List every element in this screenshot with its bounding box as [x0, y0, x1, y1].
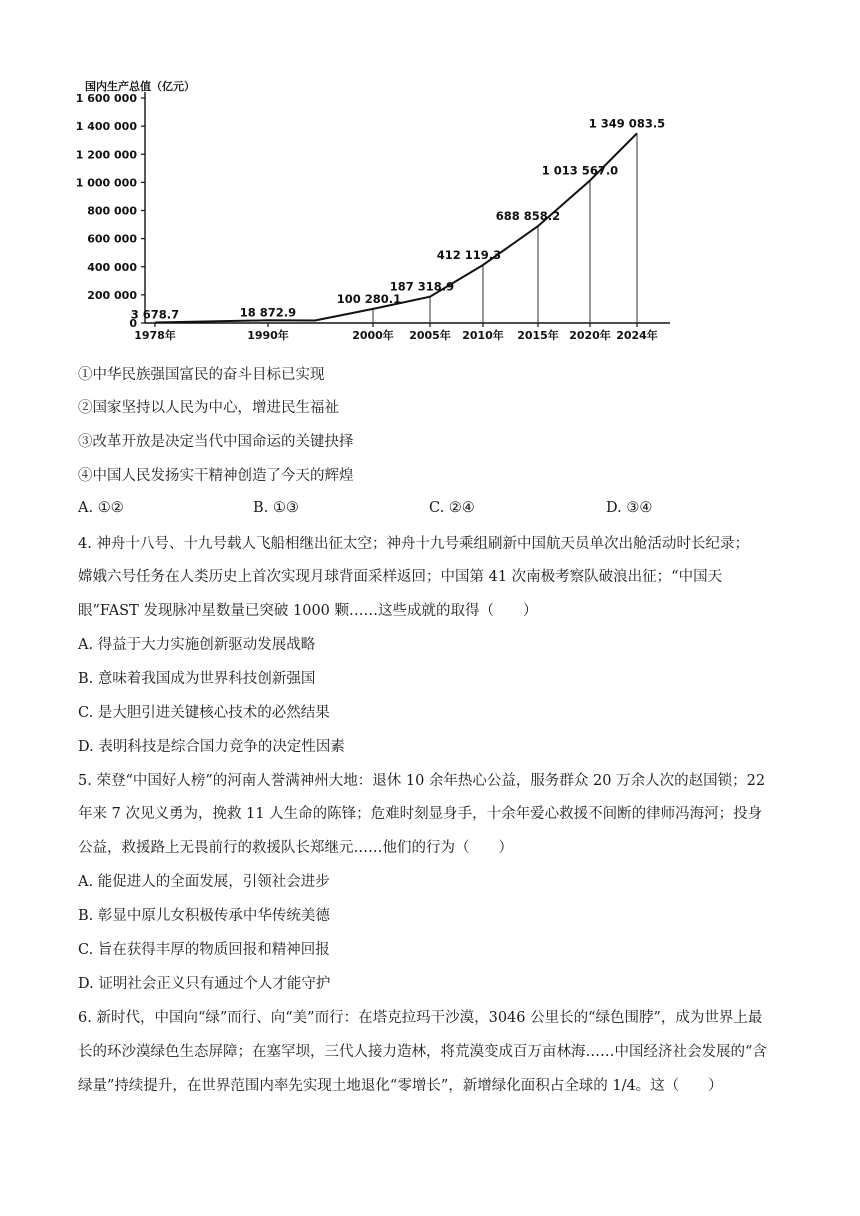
q3-option-a[interactable]: A. ①②: [78, 500, 124, 516]
statement-2: ②国家坚持以人民为中心，增进民生福祉: [78, 400, 339, 416]
x-tick-label: 2024年: [616, 329, 658, 342]
data-label: 3 678.7: [130, 307, 180, 322]
data-label: 1 013 567.0: [541, 163, 619, 178]
x-tick-label: 2000年: [352, 329, 394, 342]
y-tick-label: 800 000: [87, 204, 137, 218]
x-tick-label: 2020年: [569, 329, 611, 342]
q4-option-c[interactable]: C. 是大胆引进关键核心技术的必然结果: [78, 705, 330, 721]
q3-option-b[interactable]: B. ①③: [253, 500, 299, 516]
y-tick-label: 0: [129, 317, 137, 330]
data-label: 688 858.2: [495, 209, 561, 224]
data-label: 187 318.9: [389, 279, 455, 294]
q5-option-b[interactable]: B. 彰显中原儿女积极传承中华传统美德: [78, 908, 330, 924]
y-axis-label: 国内生产总值（亿元）: [85, 80, 195, 93]
y-tick-label: 400 000: [87, 260, 137, 274]
x-tick-label: 2005年: [409, 329, 451, 342]
statement-1: ①中华民族强国富民的奋斗目标已实现: [78, 367, 325, 383]
q4-option-d[interactable]: D. 表明科技是综合国力竞争的决定性因素: [78, 739, 345, 755]
q5-stem-line-3: 公益，救援路上无畏前行的救援队长郑继元……他们的行为（ ）: [78, 840, 513, 856]
q5-option-c[interactable]: C. 旨在获得丰厚的物质回报和精神回报: [78, 942, 330, 958]
x-tick-label: 1990年: [247, 329, 289, 342]
y-tick-label: 1 000 000: [75, 176, 137, 190]
q4-option-b[interactable]: B. 意味着我国成为世界科技创新强国: [78, 671, 316, 687]
y-tick-label: 200 000: [87, 288, 137, 302]
q6-stem-line-3: 绿量”持续提升，在世界范围内率先实现土地退化“零增长”，新增绿化面积占全球的 1/4。这（ ）: [78, 1078, 723, 1094]
statement-3: ③改革开放是决定当代中国命运的关键抉择: [78, 434, 354, 450]
data-label: 18 872.9: [239, 305, 297, 320]
statement-4: ④中国人民发扬实干精神创造了今天的辉煌: [78, 468, 354, 484]
q5-option-d[interactable]: D. 证明社会正义只有通过个人才能守护: [78, 976, 331, 992]
x-tick-label: 2015年: [517, 329, 559, 342]
q6-stem-line-2: 长的环沙漠绿色生态屏障；在塞罕坝，三代人接力造林，将荒漠变成百万亩林海……中国经济社会发展的“含: [78, 1044, 767, 1060]
q5-option-a[interactable]: A. 能促进人的全面发展，引领社会进步: [78, 874, 330, 890]
q4-option-a[interactable]: A. 得益于大力实施创新驱动发展战略: [78, 637, 316, 653]
y-tick-label: 1 600 000: [75, 92, 137, 105]
y-tick-label: 600 000: [87, 232, 137, 246]
q3-option-d[interactable]: D. ③④: [606, 500, 653, 516]
x-tick-label: 1978年: [134, 329, 176, 342]
y-tick-label: 1 200 000: [75, 148, 137, 162]
q4-stem-line-3: 眼”FAST 发现脉冲星数量已突破 1000 颗……这些成就的取得（ ）: [78, 603, 538, 619]
x-axis: [134, 323, 670, 342]
data-label: 412 119.3: [436, 248, 502, 263]
q5-stem-line-2: 年来 7 次见义勇为，挽救 11 人生命的陈锋；危难时刻显身手，十余年爱心救援不间断的律师冯海河；投身: [78, 806, 763, 822]
q4-stem-line-1: 4. 神舟十八号、十九号载人飞船相继出征太空；神舟十九号乘组刷新中国航天员单次出舱活动时长纪录；: [78, 536, 749, 552]
x-tick-label: 2010年: [462, 329, 504, 342]
q4-stem-line-2: 嫦娥六号任务在人类历史上首次实现月球背面采样返回；中国第 41 次南极考察队破浪出征；“中国天: [78, 569, 723, 585]
gdp-line-chart: [60, 70, 680, 350]
data-label: 100 280.1: [336, 291, 402, 306]
q3-option-c[interactable]: C. ②④: [429, 500, 475, 516]
drop-lines: [373, 133, 637, 323]
q5-stem-line-1: 5. 荣登“中国好人榜”的河南人誉满神州大地：退休 10 余年热心公益，服务群众 20 万余人次的赵国锁；22: [78, 773, 766, 789]
q6-stem-line-1: 6. 新时代，中国向“绿”而行、向“美”而行：在塔克拉玛干沙漠，3046 公里长的“绿色围脖”，成为世界上最: [78, 1010, 763, 1026]
data-labels: [131, 116, 665, 321]
y-axis: [76, 92, 145, 330]
y-tick-label: 1 400 000: [75, 120, 137, 134]
data-label: 1 349 083.5: [588, 116, 666, 131]
